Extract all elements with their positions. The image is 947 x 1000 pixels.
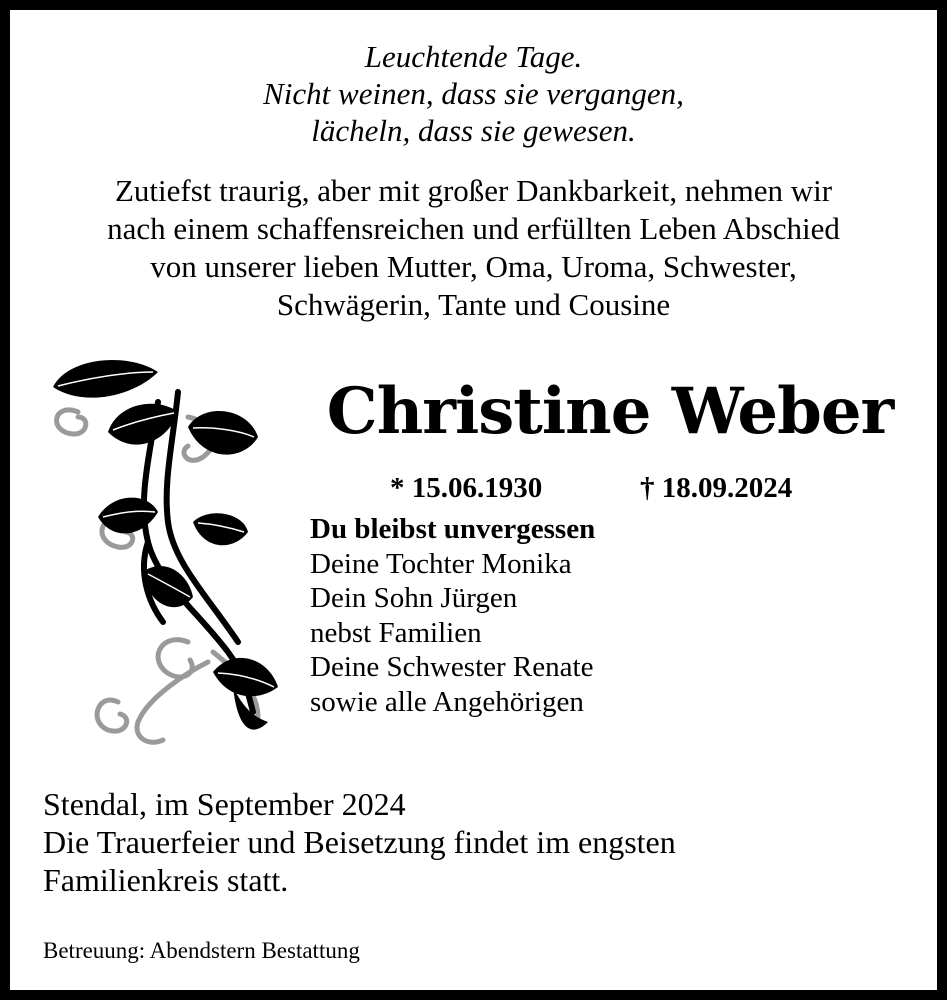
survivor-line: Dein Sohn Jürgen: [310, 582, 518, 614]
footer-line: Familienkreis statt.: [43, 862, 289, 898]
floral-branch-icon: [38, 342, 288, 752]
poem-line: Nicht weinen, dass sie vergangen,: [263, 76, 684, 111]
intro-text: [10, 172, 937, 324]
survivors-heading: Du bleibst unvergessen: [310, 513, 596, 545]
poem: [10, 38, 937, 149]
survivors-list: [310, 512, 595, 719]
intro-line: von unserer lieben Mutter, Oma, Uroma, Schwester,: [150, 249, 797, 284]
death-date: † 18.09.2024: [640, 472, 793, 504]
footer-line: Stendal, im September 2024: [43, 786, 406, 822]
intro-line: Zutiefst traurig, aber mit großer Dankbarkeit, nehmen wir: [114, 173, 833, 208]
survivor-line: Deine Schwester Renate: [310, 651, 594, 683]
poem-line: Leuchtende Tage.: [364, 39, 583, 74]
survivor-line: nebst Familien: [310, 616, 482, 649]
intro-line: Schwägerin, Tante und Cousine: [276, 287, 671, 322]
footer-line: Die Trauerfeier und Beisetzung findet im engsten: [43, 824, 676, 860]
footer-text: [43, 785, 676, 899]
survivor-line: sowie alle Angehörigen: [310, 685, 584, 718]
survivor-line: Deine Tochter Monika: [310, 547, 572, 580]
intro-line: nach einem schaffensreichen und erfüllten Leben Abschied: [107, 211, 840, 246]
birth-date: * 15.06.1930: [390, 472, 543, 504]
deceased-name: Christine Weber: [326, 374, 894, 449]
funeral-home-credit: Betreuung: Abendstern Bestattung: [43, 938, 360, 963]
poem-line: lächeln, dass sie gewesen.: [311, 113, 636, 148]
